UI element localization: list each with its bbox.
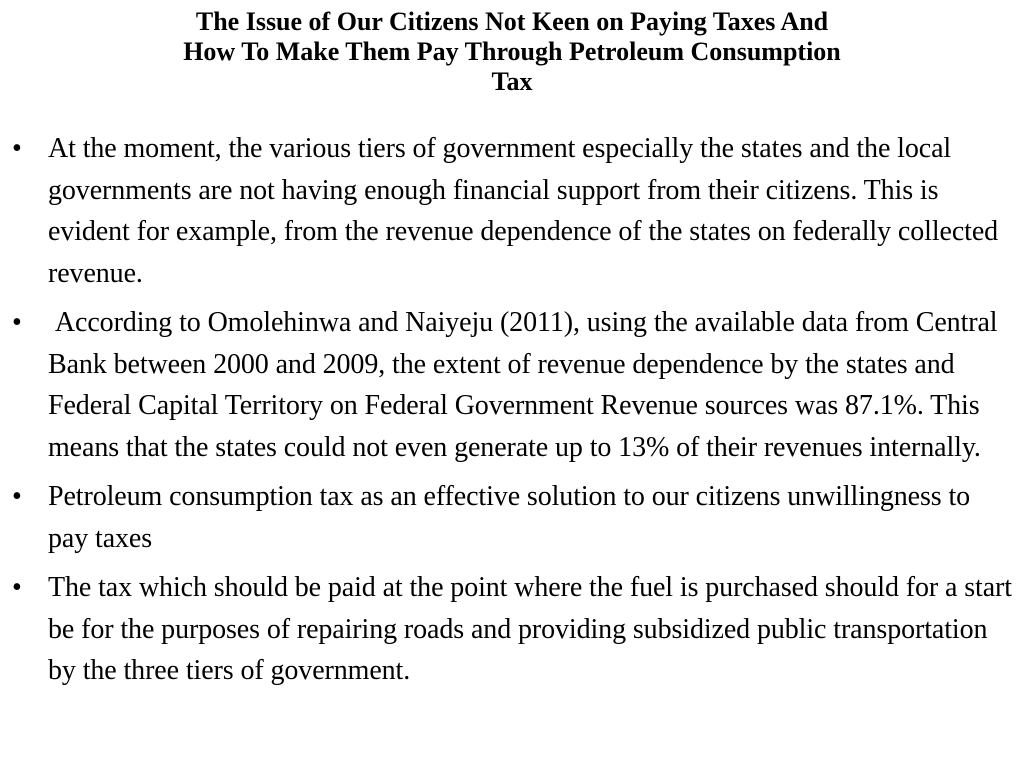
bullet-text-3: Petroleum consumption tax as an effective solution to our citizens unwillingness to pay taxes (48, 481, 971, 554)
bullet-text-4: The tax which should be paid at the point where the fuel is purchased should for a start be for the purposes of repairing roads and providing subsidized public transportation by the three tiers of government. (48, 572, 1012, 686)
title-line-2: How To Make Them Pay Through Petroleum Consumption (183, 37, 841, 66)
bullet-text-2: According to Omolehinwa and Naiyeju (2011), using the available data from Central Bank between 2000 and 2009, the extent of revenue dependence by the states and Federal Capital Territory on Federal Government Revenue sources was 87.1%. This means that the states could not even generate up to 13% of their revenues internally. (48, 307, 1005, 463)
bullet-text-1: At the moment, the various tiers of government especially the states and the local governments are not having enough financial support from their citizens. This is evident for example, from the revenue dependence of the states on federally collected revenue. (48, 133, 999, 289)
bullet-icon: • (12, 307, 22, 338)
bullet-item-4 (12, 567, 1012, 692)
title-line-1: The Issue of Our Citizens Not Keen on Paying Taxes And (195, 7, 829, 36)
bullet-icon: • (12, 481, 22, 512)
bullet-item-2 (12, 302, 1012, 468)
bullet-list (12, 128, 1012, 700)
bullet-item-1 (12, 128, 1012, 294)
bullet-icon: • (12, 133, 22, 164)
bullet-icon: • (12, 572, 22, 603)
bullet-item-3 (12, 476, 1012, 559)
slide-title (60, 7, 964, 97)
title-line-3: Tax (491, 67, 533, 96)
